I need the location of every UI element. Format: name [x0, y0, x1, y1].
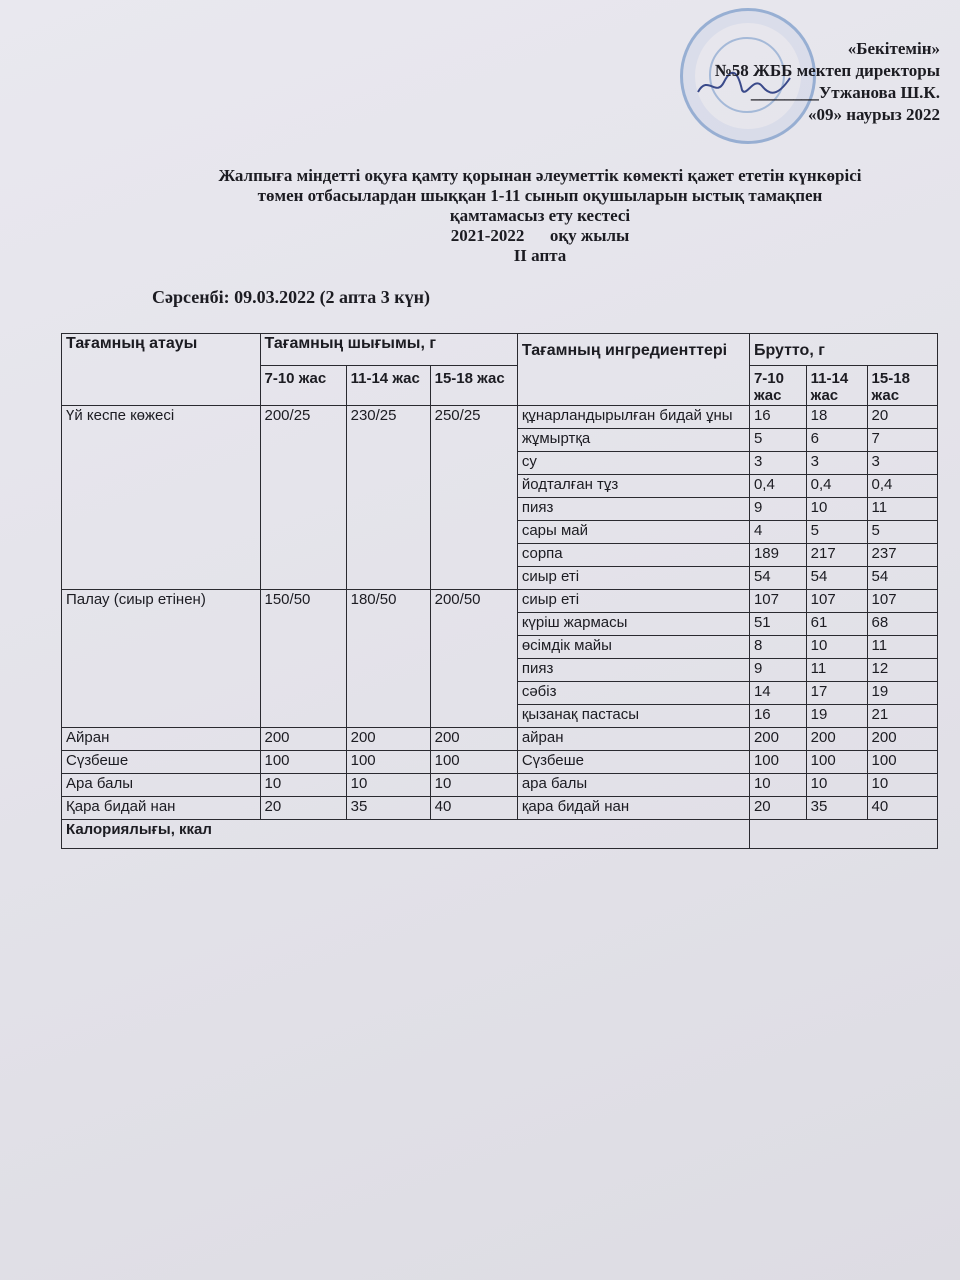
brutto-value-cell: 100 [867, 751, 937, 774]
dish-yield-cell: 200 [260, 728, 346, 751]
approval-line: №58 ЖББ мектеп директоры [714, 61, 940, 80]
dish-name-cell: Үй кеспе көжесі [62, 406, 261, 590]
brutto-value-cell: 20 [867, 406, 937, 429]
dish-yield-cell: 100 [430, 751, 517, 774]
brutto-value-cell: 68 [867, 613, 937, 636]
dish-yield-cell: 10 [346, 774, 430, 797]
table-row [62, 728, 938, 751]
brutto-value-cell: 17 [806, 682, 867, 705]
brutto-value-cell: 5 [749, 429, 806, 452]
ingredient-name-cell: күріш жармасы [517, 613, 749, 636]
brutto-value-cell: 12 [867, 659, 937, 682]
brutto-value-cell: 21 [867, 705, 937, 728]
brutto-value-cell: 18 [806, 406, 867, 429]
dish-yield-cell: 100 [260, 751, 346, 774]
dish-yield-cell: 200/50 [430, 590, 517, 728]
menu-table-body [62, 406, 938, 820]
approval-line: «09» наурыз 2022 [808, 105, 940, 124]
header-age: 15-18 жас [867, 366, 937, 406]
brutto-value-cell: 189 [749, 544, 806, 567]
brutto-value-cell: 237 [867, 544, 937, 567]
dish-yield-cell: 40 [430, 797, 517, 820]
brutto-value-cell: 35 [806, 797, 867, 820]
menu-table [61, 333, 938, 849]
ingredient-name-cell: Сүзбеше [517, 751, 749, 774]
brutto-value-cell: 54 [867, 567, 937, 590]
heading-line: Жалпыға міндетті оқуға қамту қорынан әлеуметтік көмекті қажет ететін күнкөрісі [218, 166, 862, 185]
brutto-value-cell: 8 [749, 636, 806, 659]
brutto-value-cell: 3 [749, 452, 806, 475]
brutto-value-cell: 0,4 [806, 475, 867, 498]
dish-yield-cell: 200/25 [260, 406, 346, 590]
ingredient-name-cell: қара бидай нан [517, 797, 749, 820]
dish-yield-cell: 200 [346, 728, 430, 751]
brutto-value-cell: 19 [867, 682, 937, 705]
approval-line: «Бекітемін» [847, 39, 940, 58]
ingredient-name-cell: су [517, 452, 749, 475]
brutto-value-cell: 100 [806, 751, 867, 774]
dish-yield-cell: 150/50 [260, 590, 346, 728]
ingredient-name-cell: пияз [517, 659, 749, 682]
brutto-value-cell: 54 [749, 567, 806, 590]
brutto-value-cell: 10 [749, 774, 806, 797]
ingredient-name-cell: ара балы [517, 774, 749, 797]
brutto-value-cell: 100 [749, 751, 806, 774]
document-heading [130, 166, 950, 266]
dish-yield-cell: 200 [430, 728, 517, 751]
brutto-value-cell: 5 [806, 521, 867, 544]
brutto-value-cell: 11 [867, 636, 937, 659]
header-yield: Тағамның шығымы, г [260, 334, 517, 366]
brutto-value-cell: 16 [749, 705, 806, 728]
brutto-value-cell: 0,4 [867, 475, 937, 498]
brutto-value-cell: 61 [806, 613, 867, 636]
brutto-value-cell: 11 [806, 659, 867, 682]
brutto-value-cell: 107 [749, 590, 806, 613]
approval-block [610, 38, 940, 126]
brutto-value-cell: 3 [867, 452, 937, 475]
day-line: Сәрсенбі: 09.03.2022 (2 апта 3 күн) [152, 287, 430, 307]
dish-yield-cell: 230/25 [346, 406, 430, 590]
calories-value [749, 820, 937, 849]
ingredient-name-cell: сиыр еті [517, 567, 749, 590]
ingredient-name-cell: йодталған тұз [517, 475, 749, 498]
brutto-value-cell: 217 [806, 544, 867, 567]
header-age: 7-10 жас [749, 366, 806, 406]
dish-name-cell: Палау (сиыр етінен) [62, 590, 261, 728]
brutto-value-cell: 107 [806, 590, 867, 613]
header-ingredients: Тағамның ингредиенттері [517, 334, 749, 406]
ingredient-name-cell: жұмыртқа [517, 429, 749, 452]
brutto-value-cell: 10 [867, 774, 937, 797]
ingredient-name-cell: өсімдік майы [517, 636, 749, 659]
header-dish-name: Тағамның атауы [62, 334, 261, 406]
dish-yield-cell: 20 [260, 797, 346, 820]
ingredient-name-cell: сәбіз [517, 682, 749, 705]
dish-yield-cell: 10 [430, 774, 517, 797]
header-age: 15-18 жас [430, 366, 517, 406]
heading-line: қамтамасыз ету кестесі [449, 206, 631, 225]
brutto-value-cell: 11 [867, 498, 937, 521]
brutto-value-cell: 20 [749, 797, 806, 820]
dish-name-cell: Қара бидай нан [62, 797, 261, 820]
calories-label: Калориялығы, ккал [62, 820, 750, 849]
dish-name-cell: Айран [62, 728, 261, 751]
dish-yield-cell: 100 [346, 751, 430, 774]
dish-yield-cell: 250/25 [430, 406, 517, 590]
brutto-value-cell: 9 [749, 659, 806, 682]
brutto-value-cell: 14 [749, 682, 806, 705]
brutto-value-cell: 0,4 [749, 475, 806, 498]
table-row [62, 751, 938, 774]
brutto-value-cell: 10 [806, 636, 867, 659]
brutto-value-cell: 200 [749, 728, 806, 751]
approval-line: ________Утжанова Ш.К. [750, 83, 940, 102]
brutto-value-cell: 4 [749, 521, 806, 544]
brutto-value-cell: 19 [806, 705, 867, 728]
dish-yield-cell: 10 [260, 774, 346, 797]
brutto-value-cell: 7 [867, 429, 937, 452]
ingredient-name-cell: құнарландырылған бидай ұны [517, 406, 749, 429]
brutto-value-cell: 200 [806, 728, 867, 751]
table-row [62, 774, 938, 797]
ingredient-name-cell: айран [517, 728, 749, 751]
brutto-value-cell: 200 [867, 728, 937, 751]
table-row [62, 406, 938, 429]
header-age: 11-14 жас [346, 366, 430, 406]
dish-name-cell: Ара балы [62, 774, 261, 797]
heading-line: ІІ апта [513, 246, 567, 265]
brutto-value-cell: 40 [867, 797, 937, 820]
brutto-value-cell: 3 [806, 452, 867, 475]
brutto-value-cell: 6 [806, 429, 867, 452]
ingredient-name-cell: сары май [517, 521, 749, 544]
heading-line: 2021-2022 оқу жылы [450, 226, 630, 245]
table-row [62, 797, 938, 820]
ingredient-name-cell: сорпа [517, 544, 749, 567]
header-brutto: Брутто, г [749, 334, 937, 366]
ingredient-name-cell: сиыр еті [517, 590, 749, 613]
brutto-value-cell: 5 [867, 521, 937, 544]
brutto-value-cell: 54 [806, 567, 867, 590]
brutto-value-cell: 10 [806, 774, 867, 797]
brutto-value-cell: 51 [749, 613, 806, 636]
brutto-value-cell: 16 [749, 406, 806, 429]
brutto-value-cell: 10 [806, 498, 867, 521]
header-age: 7-10 жас [260, 366, 346, 406]
ingredient-name-cell: қызанақ пастасы [517, 705, 749, 728]
table-row [62, 590, 938, 613]
header-age: 11-14 жас [806, 366, 867, 406]
heading-line: төмен отбасылардан шыққан 1-11 сынып оқушыларын ыстық тамақпен [257, 186, 823, 205]
dish-name-cell: Сүзбеше [62, 751, 261, 774]
dish-yield-cell: 180/50 [346, 590, 430, 728]
ingredient-name-cell: пияз [517, 498, 749, 521]
brutto-value-cell: 9 [749, 498, 806, 521]
brutto-value-cell: 107 [867, 590, 937, 613]
dish-yield-cell: 35 [346, 797, 430, 820]
